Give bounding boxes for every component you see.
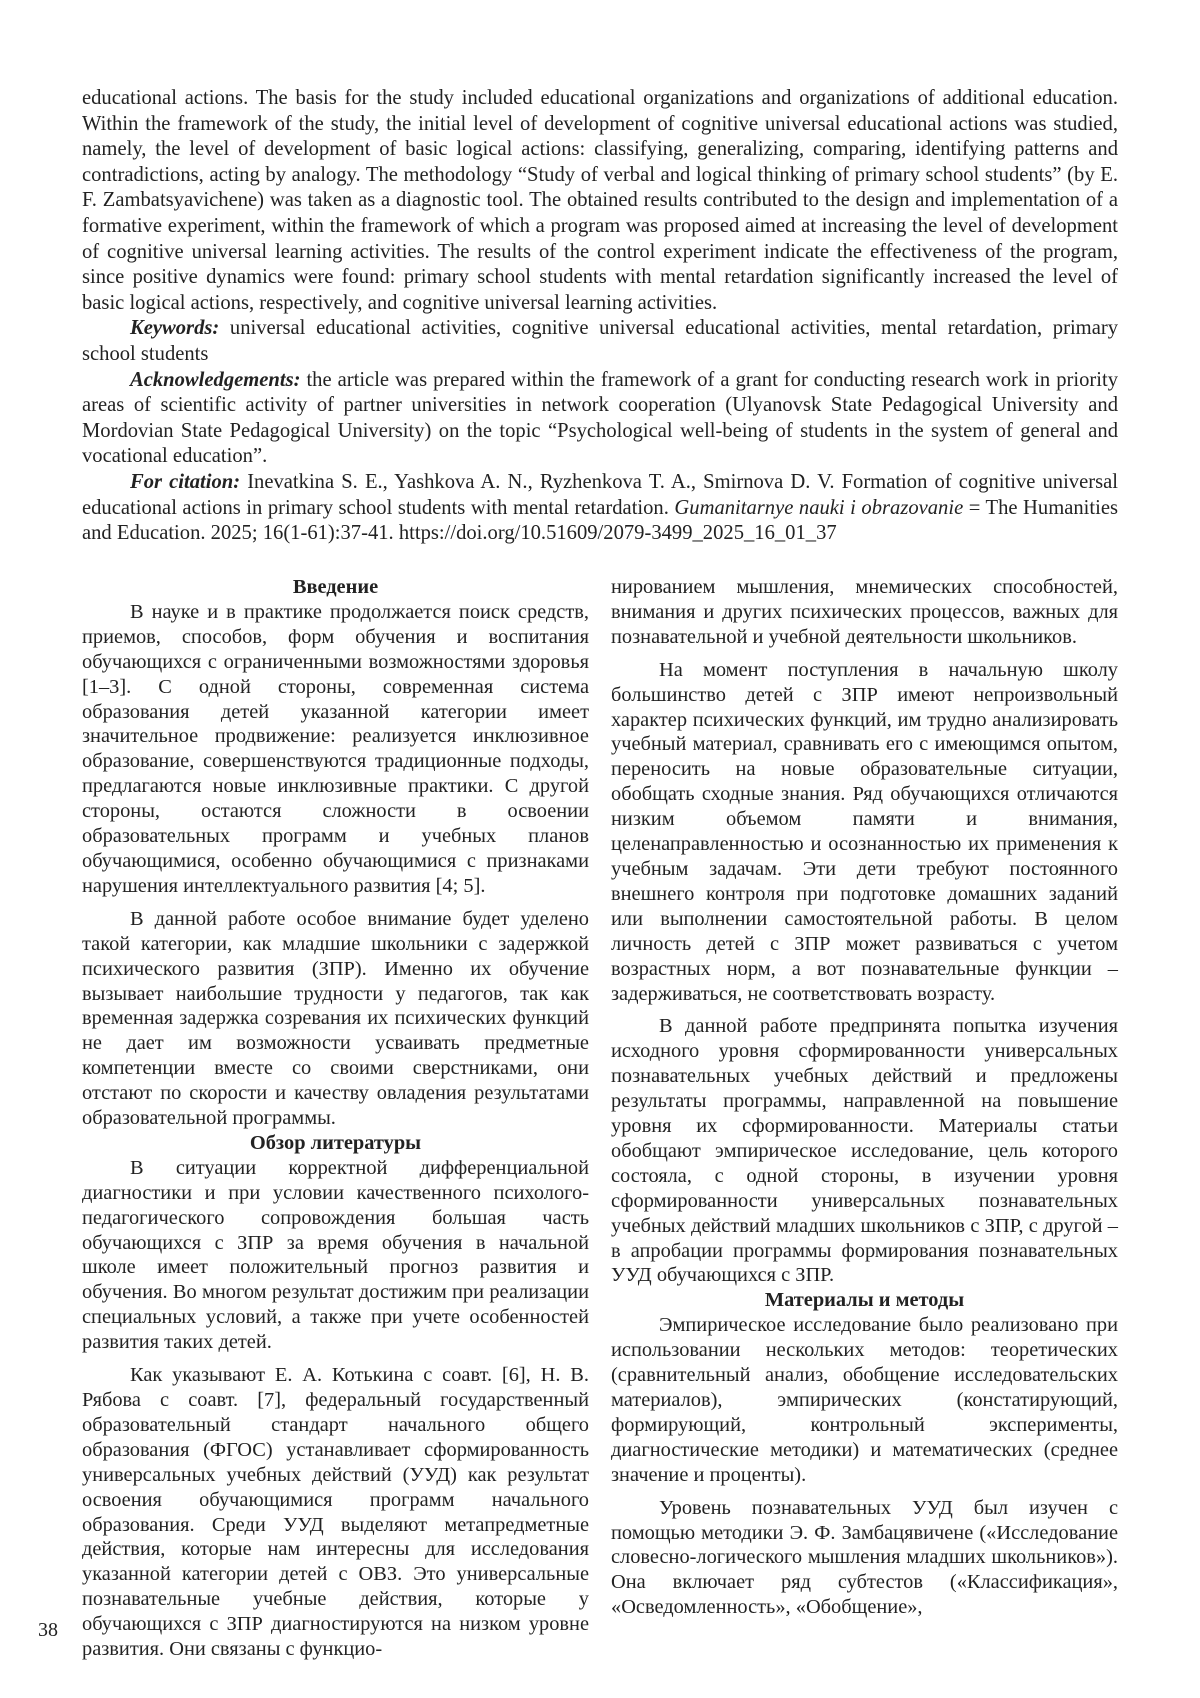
section-heading-materials-methods: Материалы и методы	[764, 1289, 965, 1312]
paragraph: На момент поступления в начальную школу большинство детей с ЗПР имеют непроизвольный характер психических функций, им трудно анализировать учебный материал, сравнивать его с имеющимся опытом, переносить на новые образовательные ситуации, обобщать сходные знания. Ряд обучающихся отличаются низким объемом памяти и внимания, целенаправленностью и осознанностью их применения к учебным задачам. Эти дети требуют постоянного внешнего контроля при подготовке домашних заданий или выполнении самостоятельной работы. В целом личность детей с ЗПР может развиваться с учетом возрастных норм, а вот познавательные функции – задерживаться, не соответствовать возрасту.	[611, 658, 1118, 1005]
paragraph: В данной работе особое внимание будет уделено такой категории, как младшие школьники с задержкой психического развития (ЗПР). Именно их обучение вызывает наибольшие трудности у педагогов, так как временная задержка созревания их психических функций не дает им возможности усваивать предметные компетенции вместе со своими сверстниками, они отстают по скорости и качеству овладения результатами образовательной программы.	[82, 907, 589, 1130]
page-number: 38	[38, 1619, 58, 1641]
article-body	[82, 575, 1118, 1662]
paragraph: Эмпирическое исследование было реализовано при использовании нескольких методов: теоретических (сравнительный анализ, обобщение исследовательских материалов), эмпирических (констатирующий, формирующий, контрольный эксперименты, диагностические методики) и математических (среднее значение и проценты).	[611, 1314, 1118, 1486]
acknowledgements-label: Acknowledgements:	[130, 368, 301, 391]
left-column	[82, 575, 589, 1662]
citation-journal: Gumanitarnye nauki i obrazovanie	[674, 496, 964, 519]
acknowledgements-text: the article was prepared within the framework of a grant for conducting research work in priority areas of scientific activity of partner universities in network cooperation (Ulyanovsk State Pedagogical University and Mordovian State Pedagogical University) on the topic “Psychological well-being of students in the system of general and vocational education”.	[82, 368, 1118, 468]
keywords-label: Keywords:	[130, 317, 220, 340]
abstract-continuation: educational actions. The basis for the study included educational organizations and organizations of additional education. Within the framework of the study, the initial level of development of cognitive universal educational actions was studied, namely, the level of development of basic logical actions: classifying, generalizing, comparing, identifying patterns and contradictions, acting by analogy. The methodology “Study of verbal and logical thinking of primary school students” (by E. F. Zambatsyavichene) was taken as a diagnostic tool. The obtained results contributed to the design and implementation of a formative experiment, within the framework of which a program was proposed aimed at increasing the level of development of cognitive universal learning activities. The results of the control experiment indicate the effectiveness of the program, since positive dynamics were found: primary school students with mental retardation significantly increased the level of basic logical actions, respectively, and cognitive universal learning activities.	[82, 87, 1118, 314]
acknowledgements-paragraph	[82, 368, 1118, 470]
citation-text-2: = The Humanities and Education. 2025; 16(1-61):37-41. https://doi.org/10.51609/2079-3499_2025_16_01_37	[82, 496, 1118, 545]
abstract-block	[82, 86, 1118, 547]
paragraph: В науке и в практике продолжается поиск средств, приемов, способов, форм обучения и воспитания обучающихся с ограниченными возможностями здоровья [1–3]. С одной стороны, современная система образования детей указанной категории имеет значительное продвижение: реализуется инклюзивное образование, совершенствуются традиционные подходы, предлагаются новые инклюзивные практики. С другой стороны, остаются сложности в освоении образовательных программ и учебных планов обучающимися, особенно обучающимися с признаками нарушения интеллектуального развития [4; 5].	[82, 600, 589, 897]
citation-paragraph	[82, 470, 1118, 547]
paragraph: В ситуации корректной дифференциальной диагностики и при условии качественного психолого-педагогического сопровождения большая часть обучающихся с ЗПР за время обучения в начальной школе имеет положительный прогноз развития и обучения. Во многом результат достижим при реализации специальных условий, а также при учете особенностей развития таких детей.	[82, 1156, 589, 1354]
paragraph-continuation: нированием мышления, мнемических способностей, внимания и других психических процессов, важных для познавательной и учебной деятельности школьников.	[611, 576, 1118, 648]
paragraph: В данной работе предпринята попытка изучения исходного уровня сформированности универсальных познавательных учебных действий и предложены результаты программы, направленной на повышение уровня их сформированности. Материалы статьи обобщают эмпирическое исследование, цель которого состояла, с одной стороны, в изучении уровня сформированности универсальных познавательных учебных действий младших школьников с ЗПР, с другой – в апробации программы формирования познавательных УУД обучающихся с ЗПР.	[611, 1015, 1118, 1287]
section-heading-literature-review: Обзор литературы	[249, 1131, 422, 1154]
keywords-text: universal educational activities, cognitive universal educational activities, mental retardation, primary school students	[82, 317, 1118, 365]
citation-label: For citation:	[130, 470, 241, 493]
right-column	[611, 575, 1118, 1662]
paragraph: Как указывают Е. А. Котькина с соавт. [6], Н. В. Рябова с соавт. [7], федеральный государственный образовательный стандарт начального общего образования (ФГОС) устанавливает сформированность универсальных учебных действий (УУД) как результат освоения обучающимися программ начального образования. Среди УУД выделяют метапредметные действия, которые нам интересны для исследования указанной категории детей с ОВЗ. Это универсальные познавательные учебные действия, которые у обучающихся с ЗПР диагностируются на низком уровне развития. Они связаны с функцио-	[82, 1364, 589, 1661]
section-heading-introduction: Введение	[292, 576, 379, 598]
keywords-paragraph	[82, 316, 1118, 367]
paragraph: Уровень познавательных УУД был изучен с помощью методики Э. Ф. Замбацявичене («Исследование словесно-логического мышления младших школьников»). Она включает ряд субтестов («Классификация», «Осведомленность», «Обобщение»,	[611, 1496, 1118, 1619]
citation-text-1: Inevatkina S. E., Yashkova A. N., Ryzhenkova T. A., Smirnova D. V. Formation of cognitive universal educational actions in primary school students with mental retardation.	[82, 470, 1118, 519]
